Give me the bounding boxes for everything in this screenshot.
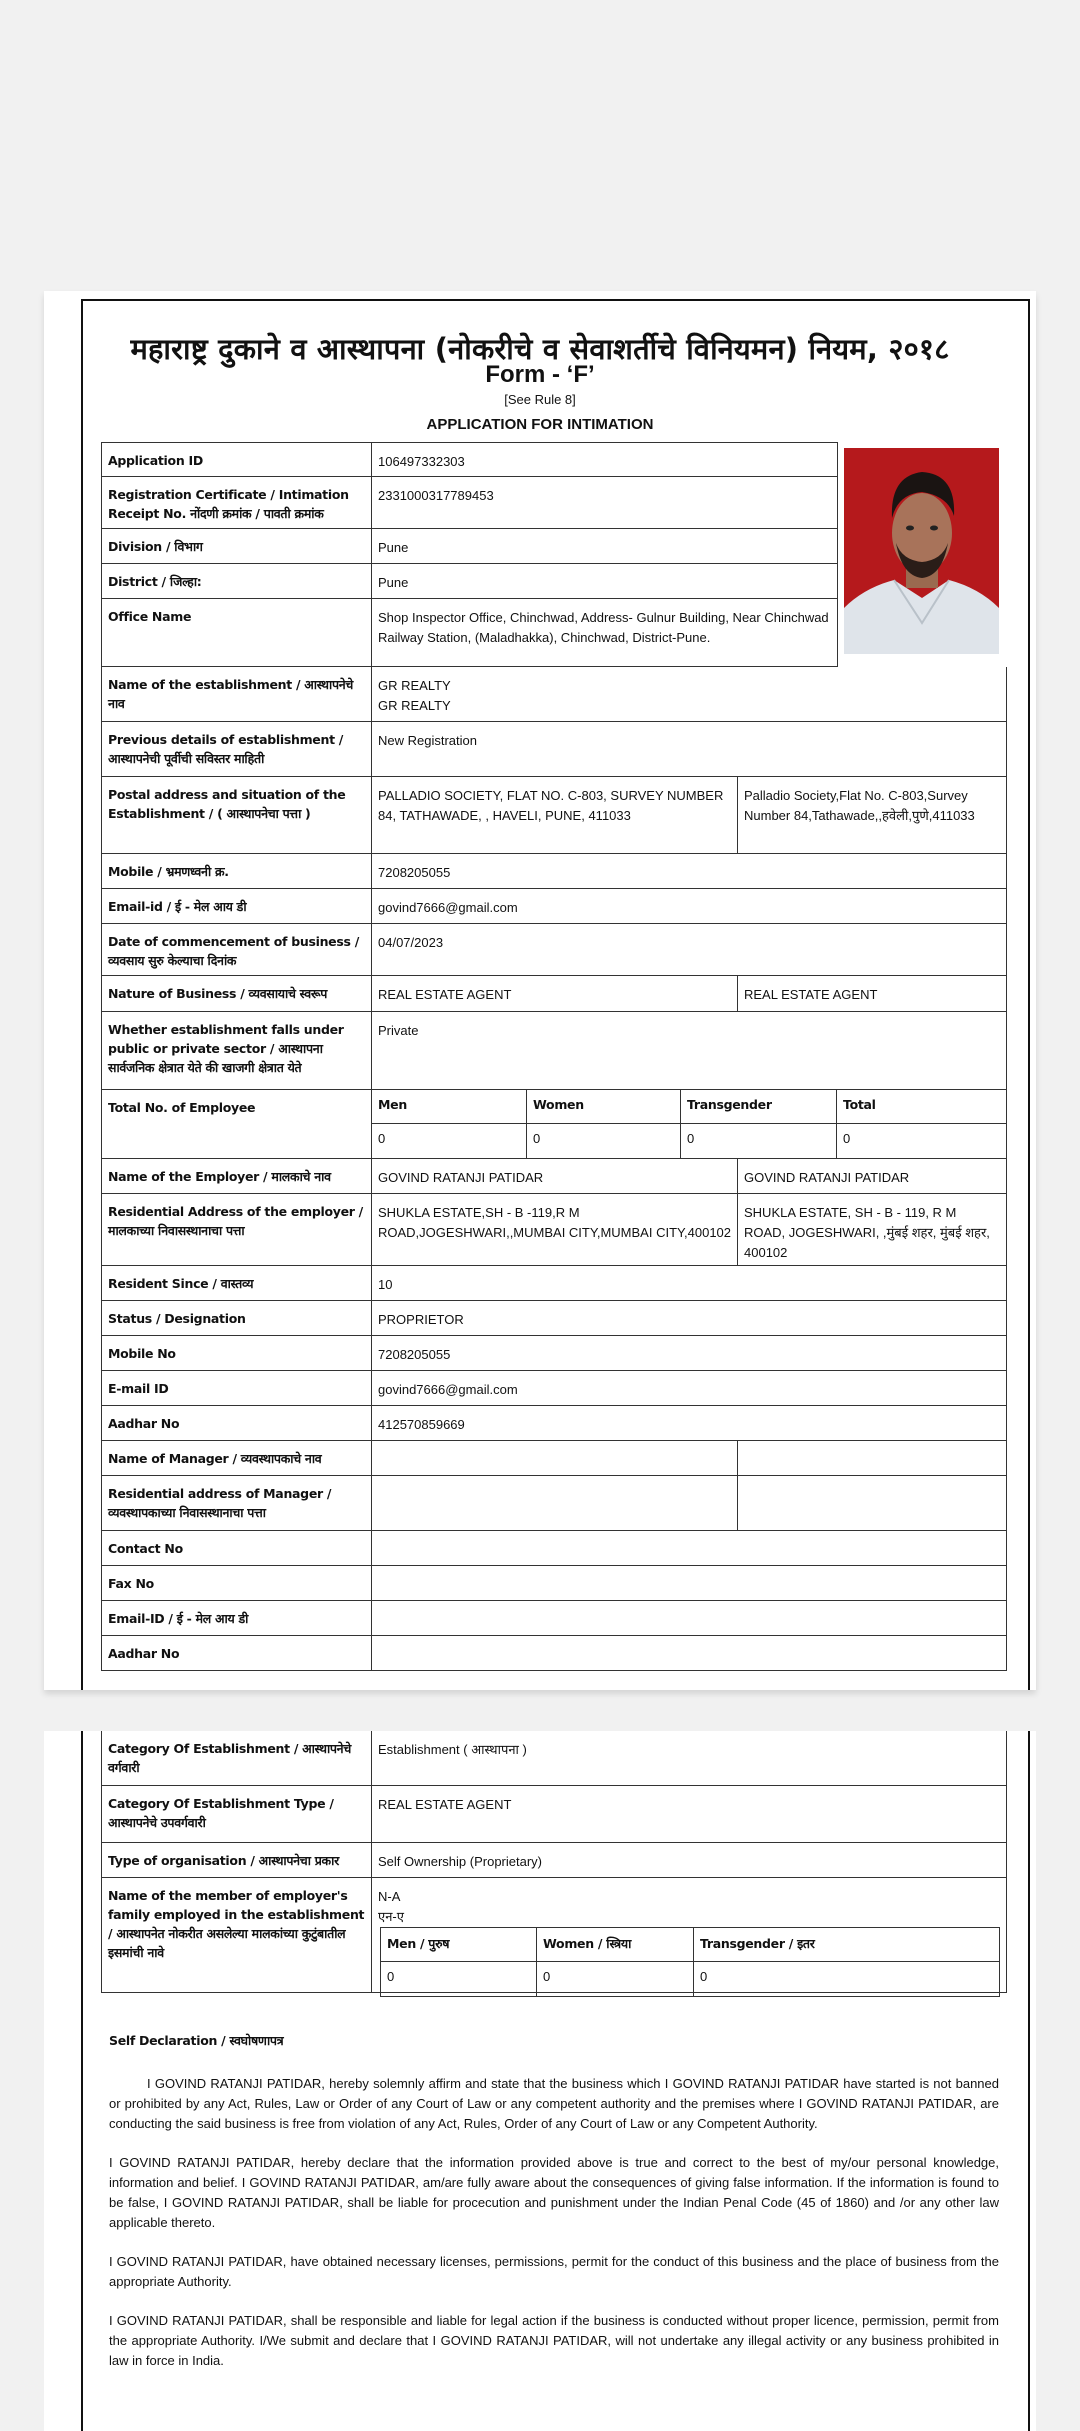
- table-row: [101, 1843, 1007, 1878]
- field-value-line: GR REALTY: [378, 698, 451, 713]
- declaration-paragraph: I GOVIND RATANJI PATIDAR, hereby declare that the information provided above is true and correct to the best of my/our personal knowledge, information and belief. I GOVIND RATANJI PATIDAR, am/are fully aware about the consequences of giving false information. If the information is found to be false, I GOVIND RATANJI PATIDAR, shall be liable for procecution and punishment under the Indian Penal Code (45 of 1860) and /or any other law applicable thereto.: [109, 2155, 999, 2230]
- field-value: Pune: [378, 540, 409, 555]
- employee-count-header: Women: [527, 1090, 681, 1123]
- field-value-line: GR REALTY: [378, 678, 451, 693]
- field-value: Self Ownership (Proprietary): [378, 1854, 542, 1869]
- field-value: 106497332303: [378, 454, 465, 469]
- field-label: Mobile / भ्रमणध्वनी क्र.: [102, 854, 372, 888]
- form-title-marathi: महाराष्ट्र दुकाने व आस्थापना (नोकरीचे व सेवाशर्तीचे विनियमन) नियम, २०१८: [130, 332, 950, 366]
- field-value-marathi: SHUKLA ESTATE, SH - B - 119, R M ROAD, JOGESHWARI, ,मुंबई शहर, मुंबई शहर, 400102: [744, 1205, 990, 1260]
- field-label: Whether establishment falls under public or private sector / आस्थापना सार्वजनिक क्षेत्रात येते की खाजगी क्षेत्रात येते: [102, 1012, 372, 1089]
- document-page-1: [44, 291, 1036, 1690]
- employee-count-header: Transgender: [681, 1090, 837, 1123]
- table-row: [101, 889, 1007, 924]
- field-label: Mobile No: [102, 1336, 372, 1370]
- table-row: [101, 1731, 1007, 1786]
- field-label: Residential Address of the employer / मालकाच्या निवासस्थानाचा पत्ता: [102, 1194, 372, 1265]
- family-member-row: [381, 1962, 999, 1996]
- field-value: 04/07/2023: [378, 935, 444, 950]
- table-row: [101, 777, 1007, 854]
- field-label: Postal address and situation of the Establishment / ( आस्थापनेचा पत्ता ): [102, 777, 372, 853]
- field-label: Name of the member of employer's family employed in the establishment / आस्थापनेत नोकरीत असलेल्या मालकांच्या कुटुंबातील इसमांची नावे: [102, 1878, 372, 1992]
- field-value-marathi: [738, 1476, 1006, 1530]
- employee-count-value: 0: [681, 1124, 837, 1159]
- employee-count-value: 0: [372, 1124, 527, 1159]
- field-label: Division / विभाग: [102, 529, 372, 563]
- table-row: [101, 1194, 1007, 1266]
- field-value: 7208205055: [378, 1347, 451, 1362]
- table-row: [101, 1476, 1007, 1531]
- table-row: [101, 1012, 1007, 1090]
- declaration-paragraph: I GOVIND RATANJI PATIDAR, have obtained necessary licenses, permissions, permit for the conduct of this business and the place of business from the appropriate Authority.: [109, 2254, 999, 2289]
- field-label: Previous details of establishment / आस्थापनेची पूर्वीची सविस्तर माहिती: [102, 722, 372, 776]
- field-label: Nature of Business / व्यवसायाचे स्वरूप: [102, 976, 372, 1011]
- field-label: Resident Since / वास्तव्य: [102, 1266, 372, 1300]
- table-row: [101, 976, 1007, 1012]
- field-value: [372, 1531, 1006, 1565]
- table-row: [101, 442, 838, 477]
- field-value: govind7666@gmail.com: [378, 1382, 518, 1397]
- field-label: Application ID: [102, 443, 372, 476]
- employee-count-row: [372, 1124, 1006, 1159]
- field-label: Fax No: [102, 1566, 372, 1600]
- table-row: [101, 1601, 1007, 1636]
- photo-cell: [838, 442, 1007, 667]
- table-row: [101, 1371, 1007, 1406]
- field-label: Aadhar No: [102, 1406, 372, 1440]
- field-value: [372, 1636, 1006, 1670]
- table-row: [101, 1566, 1007, 1601]
- field-value-marathi: Palladio Society,Flat No. C-803,Survey Number 84,Tathawade,,हवेली,पुणे,411033: [744, 788, 975, 823]
- field-value: REAL ESTATE AGENT: [372, 976, 738, 1011]
- table-row: [101, 722, 1007, 777]
- field-value: Pune: [378, 575, 409, 590]
- field-label: Date of commencement of business / व्यवसाय सुरु केल्याचा दिनांक: [102, 924, 372, 975]
- family-member-header: Women / स्त्रिया: [537, 1928, 694, 1961]
- table-row: [101, 1266, 1007, 1301]
- field-value-marathi: REAL ESTATE AGENT: [744, 987, 878, 1002]
- field-value: PALLADIO SOCIETY, FLAT NO. C-803, SURVEY NUMBER 84, TATHAWADE, , HAVELI, PUNE, 411033: [372, 777, 738, 853]
- declaration-paragraph: I GOVIND RATANJI PATIDAR, shall be responsible and liable for legal action if the business is conducted without proper licence, permission, permit from the appropriate Authority. I/We submit and declare that I GOVIND RATANJI PATIDAR, will not undertake any illegal activity or any business prohibited in law in force in India.: [109, 2313, 999, 2368]
- table-row: [101, 1159, 1007, 1194]
- field-label: Residential address of Manager / व्यवस्थापकाच्या निवासस्थानाचा पत्ता: [102, 1476, 372, 1530]
- table-row: [101, 1301, 1007, 1336]
- field-label: Status / Designation: [102, 1301, 372, 1335]
- table-row: [101, 1786, 1007, 1843]
- form-name: Form - ‘F’: [485, 361, 595, 388]
- family-member-header: Men / पुरुष: [381, 1928, 537, 1961]
- family-member-value: 0: [700, 1969, 708, 1984]
- field-label: E-mail ID: [102, 1371, 372, 1405]
- field-value-line: N-A: [378, 1889, 401, 1904]
- field-label: Contact No: [102, 1531, 372, 1565]
- field-value: Establishment ( आस्थापना ): [378, 1742, 527, 1757]
- table-row: [101, 1441, 1007, 1476]
- field-label: District / जिल्हा:: [102, 564, 372, 598]
- field-value: [372, 1566, 1006, 1600]
- field-label: Name of the establishment / आस्थापनेचे नाव: [102, 667, 372, 721]
- field-value: [372, 1441, 738, 1475]
- field-label: Registration Certificate / Intimation Receipt No. नोंदणी क्रमांक / पावती क्रमांक: [102, 477, 372, 528]
- field-value: SHUKLA ESTATE,SH - B -119,R M ROAD,JOGESHWARI,,MUMBAI CITY,MUMBAI CITY,400102: [372, 1194, 738, 1265]
- field-label: Type of organisation / आस्थापनेचा प्रकार: [102, 1843, 372, 1877]
- family-member-table: [380, 1927, 1000, 1997]
- table-row: [101, 599, 838, 667]
- field-value: 7208205055: [378, 865, 451, 880]
- field-value: New Registration: [378, 733, 477, 748]
- table-row: [101, 477, 838, 529]
- field-value: govind7666@gmail.com: [378, 900, 518, 915]
- table-row: [101, 1878, 1007, 1993]
- field-value: GOVIND RATANJI PATIDAR: [372, 1159, 738, 1193]
- family-member-header: Transgender / इतर: [700, 1936, 815, 1951]
- employee-count-value: 0: [527, 1124, 681, 1159]
- declaration-title: Self Declaration / स्वघोषणापत्र: [109, 2033, 284, 2048]
- field-value: 10: [378, 1277, 393, 1292]
- employee-count-row: [372, 1090, 1006, 1124]
- employee-count-header: Total: [843, 1097, 876, 1112]
- applicant-photo: [844, 448, 999, 654]
- field-value: Private: [378, 1023, 419, 1038]
- field-value-marathi: [738, 1441, 1006, 1475]
- field-label: Name of the Employer / मालकाचे नाव: [102, 1159, 372, 1193]
- field-label: Email-ID / ई - मेल आय डी: [102, 1601, 372, 1635]
- rule-reference: [See Rule 8]: [504, 392, 576, 407]
- field-value: 2331000317789453: [378, 488, 494, 503]
- table-row: [101, 1336, 1007, 1371]
- table-row: [101, 667, 1007, 722]
- field-value: PROPRIETOR: [378, 1312, 464, 1327]
- employee-count-table: [372, 1090, 1006, 1158]
- field-value: [372, 1476, 738, 1530]
- field-value-marathi: GOVIND RATANJI PATIDAR: [744, 1170, 910, 1185]
- field-value: [372, 1601, 1006, 1635]
- field-label: Total No. of Employee: [102, 1090, 372, 1158]
- family-member-value: 0: [537, 1962, 694, 1996]
- table-row: [101, 854, 1007, 889]
- table-row: [101, 564, 838, 599]
- family-member-value: 0: [381, 1962, 537, 1996]
- field-value: REAL ESTATE AGENT: [378, 1797, 512, 1812]
- field-value-line: एन-ए: [378, 1909, 404, 1924]
- family-member-row: [381, 1928, 999, 1962]
- declaration-paragraph: I GOVIND RATANJI PATIDAR, hereby solemnly affirm and state that the business which I GOVIND RATANJI PATIDAR have started is not banned or prohibited by any Act, Rules, Law or Order of any Court of Law or any competent authority and the premises where I GOVIND RATANJI PATIDAR, are conducting the said business is free from violation of any Act, Rules, Order of any Court of Law or any Competent Authority.: [109, 2076, 999, 2131]
- table-row: [101, 1531, 1007, 1566]
- field-value: [372, 667, 1006, 721]
- employee-count-header: Men: [372, 1090, 527, 1123]
- field-label: Name of Manager / व्यवस्थापकाचे नाव: [102, 1441, 372, 1475]
- employee-count-value: 0: [843, 1131, 851, 1146]
- field-label: Office Name: [102, 599, 372, 666]
- declaration-text: [101, 2074, 1007, 2390]
- field-label: Email-id / ई - मेल आय डी: [102, 889, 372, 923]
- table-row: [101, 529, 838, 564]
- field-value: 412570859669: [378, 1417, 465, 1432]
- person-photo-icon: [844, 448, 999, 654]
- field-value: Shop Inspector Office, Chinchwad, Address- Gulnur Building, Near Chinchwad Railway Station, (Maladhakka), Chinchwad, District-Pune.: [378, 610, 829, 645]
- form-subtitle: APPLICATION FOR INTIMATION: [426, 416, 654, 433]
- table-row: [101, 1636, 1007, 1671]
- field-label: Aadhar No: [102, 1636, 372, 1670]
- document-page-2: [44, 1731, 1036, 2431]
- table-row: [101, 924, 1007, 976]
- field-label: Category Of Establishment / आस्थापनेचे वर्गवारी: [102, 1731, 372, 1785]
- table-row: [101, 1406, 1007, 1441]
- field-label: Category Of Establishment Type / आस्थापनेचे उपवर्गवारी: [102, 1786, 372, 1842]
- table-row: [101, 1090, 1007, 1159]
